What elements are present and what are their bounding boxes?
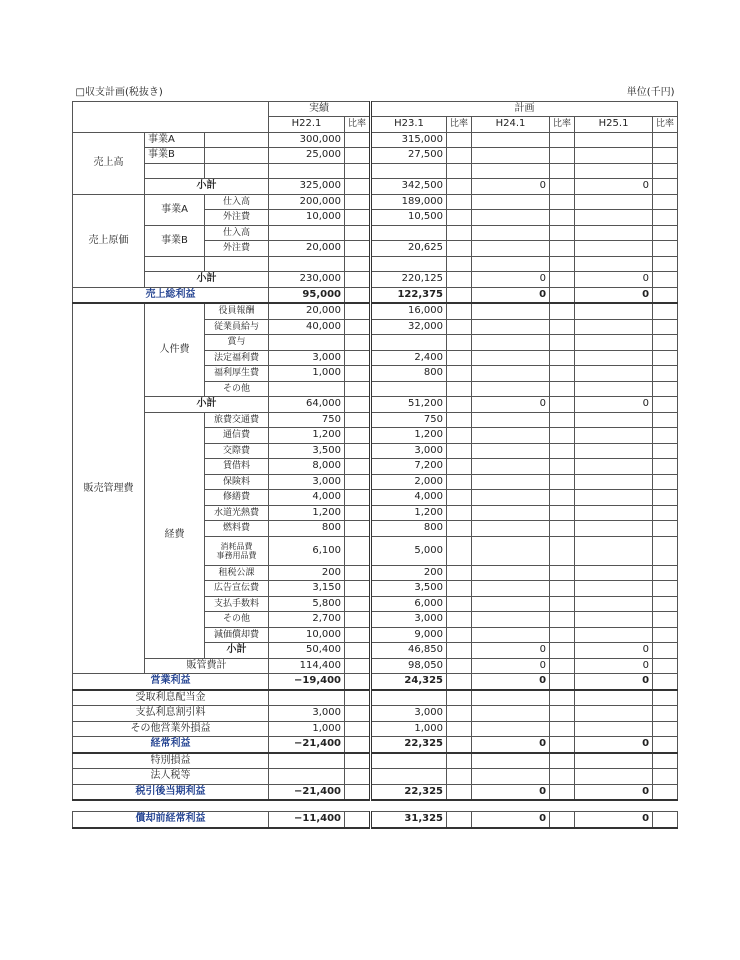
row-label: 仕入高 xyxy=(205,225,269,241)
cell-value: 0 xyxy=(575,643,653,659)
cell-value: 114,400 xyxy=(269,658,345,674)
cell-value: −21,400 xyxy=(269,784,345,800)
cell-value: 22,325 xyxy=(371,737,447,753)
cell-value: 0 xyxy=(575,674,653,690)
subtotal-label: 小計 xyxy=(145,397,269,413)
row-label: 役員報酬 xyxy=(205,303,269,319)
cell-value: −11,400 xyxy=(269,812,345,828)
cell-value: 0 xyxy=(472,784,550,800)
cell-value: 0 xyxy=(575,397,653,413)
row-label: 保険料 xyxy=(205,474,269,490)
row-label: 旅費交通費 xyxy=(205,412,269,428)
cell-value: −21,400 xyxy=(269,737,345,753)
cell-value: 3,500 xyxy=(269,443,345,459)
cell-value: 4,000 xyxy=(371,490,447,506)
cell-value: 0 xyxy=(575,287,653,303)
cell-value: 51,200 xyxy=(371,397,447,413)
cell-value: 3,000 xyxy=(371,706,447,722)
cell-value: −19,400 xyxy=(269,674,345,690)
year-header: H22.1 xyxy=(269,117,345,133)
row-label: 租税公課 xyxy=(205,565,269,581)
net-profit-label: 税引後当期利益 xyxy=(73,784,269,800)
row-label: 事業A xyxy=(145,132,205,148)
row-label: 福利厚生費 xyxy=(205,366,269,382)
cell-value: 315,000 xyxy=(371,132,447,148)
row-label: 法定福利費 xyxy=(205,350,269,366)
cell-value: 50,400 xyxy=(269,643,345,659)
cell-value: 800 xyxy=(269,521,345,537)
subtotal-label: 小計 xyxy=(145,179,269,195)
row-label: 燃料費 xyxy=(205,521,269,537)
ordinary-profit-label: 経常利益 xyxy=(73,737,269,753)
expenses-label: 経費 xyxy=(145,412,205,658)
cell-value: 750 xyxy=(269,412,345,428)
cell-value: 0 xyxy=(575,737,653,753)
cell-value: 0 xyxy=(575,784,653,800)
year-header: H25.1 xyxy=(575,117,653,133)
cell-value: 20,000 xyxy=(269,241,345,257)
cell-value: 10,000 xyxy=(269,627,345,643)
row-label: 外注費 xyxy=(205,241,269,257)
cell-value: 5,000 xyxy=(371,536,447,565)
sales-section-label: 売上高 xyxy=(73,132,145,194)
cell-value: 1,200 xyxy=(269,428,345,444)
cell-value: 0 xyxy=(472,812,550,828)
cell-value: 6,000 xyxy=(371,596,447,612)
ratio-header: 比率 xyxy=(550,117,575,133)
cell-value: 3,000 xyxy=(371,612,447,628)
row-label: 従業員給与 xyxy=(205,319,269,335)
cell-value: 6,100 xyxy=(269,536,345,565)
cell-value: 25,000 xyxy=(269,148,345,164)
row-label: 法人税等 xyxy=(73,769,269,785)
row-label: 通信費 xyxy=(205,428,269,444)
gross-profit-label: 売上総利益 xyxy=(73,287,269,303)
row-label: その他営業外損益 xyxy=(73,721,269,737)
row-label: 支払手数料 xyxy=(205,596,269,612)
cell-value: 0 xyxy=(472,179,550,195)
cell-value xyxy=(371,335,447,351)
cell-value: 0 xyxy=(472,287,550,303)
cell-value: 342,500 xyxy=(371,179,447,195)
row-label: その他 xyxy=(205,381,269,397)
cell-value: 98,050 xyxy=(371,658,447,674)
cell-value: 0 xyxy=(575,272,653,288)
cell-value: 200,000 xyxy=(269,194,345,210)
ratio-header: 比率 xyxy=(345,117,371,133)
cogs-section-label: 売上原価 xyxy=(73,194,145,287)
row-label: 広告宣伝費 xyxy=(205,581,269,597)
cell-value xyxy=(269,381,345,397)
cell-value: 1,000 xyxy=(269,366,345,382)
cell-value: 200 xyxy=(371,565,447,581)
cell-value: 0 xyxy=(472,737,550,753)
row-label: 交際費 xyxy=(205,443,269,459)
row-label: 減価償却費 xyxy=(205,627,269,643)
cell-value: 0 xyxy=(472,658,550,674)
cell-value: 2,700 xyxy=(269,612,345,628)
row-label: 事業B xyxy=(145,148,205,164)
unit-label: 単位(千円) xyxy=(626,87,675,99)
cell-value: 3,000 xyxy=(269,350,345,366)
personnel-label: 人件費 xyxy=(145,303,205,397)
cell-value: 27,500 xyxy=(371,148,447,164)
cell-value: 22,325 xyxy=(371,784,447,800)
sga-section-label: 販売管理費 xyxy=(73,303,145,674)
cell-value: 2,000 xyxy=(371,474,447,490)
cell-value: 122,375 xyxy=(371,287,447,303)
cell-value: 1,000 xyxy=(371,721,447,737)
cell-value: 0 xyxy=(472,272,550,288)
cell-value: 1,200 xyxy=(371,505,447,521)
row-label: 水道光熱費 xyxy=(205,505,269,521)
cell-value: 1,200 xyxy=(371,428,447,444)
income-plan-table xyxy=(72,86,678,829)
cell-value: 4,000 xyxy=(269,490,345,506)
cell-value xyxy=(371,381,447,397)
cell-value: 3,150 xyxy=(269,581,345,597)
cell-value: 800 xyxy=(371,521,447,537)
row-label: 賃借料 xyxy=(205,459,269,475)
row-label: 受取利息配当金 xyxy=(73,690,269,706)
subtotal-label: 小計 xyxy=(205,643,269,659)
year-header: H23.1 xyxy=(371,117,447,133)
cell-value: 1,000 xyxy=(269,721,345,737)
row-label: 事業B xyxy=(145,225,205,256)
row-label: その他 xyxy=(205,612,269,628)
actual-header: 実績 xyxy=(269,101,371,117)
row-label: 外注費 xyxy=(205,210,269,226)
cell-value: 3,000 xyxy=(269,706,345,722)
cell-value: 16,000 xyxy=(371,303,447,319)
cell-value: 3,000 xyxy=(269,474,345,490)
cell-value: 7,200 xyxy=(371,459,447,475)
cell-value: 10,000 xyxy=(269,210,345,226)
cell-value: 31,325 xyxy=(371,812,447,828)
pre-depreciation-profit-label: 償却前経常利益 xyxy=(73,812,269,828)
row-label: 修繕費 xyxy=(205,490,269,506)
cell-value xyxy=(269,690,345,706)
cell-value: 40,000 xyxy=(269,319,345,335)
year-header: H24.1 xyxy=(472,117,550,133)
cell-value: 46,850 xyxy=(371,643,447,659)
cell-value: 0 xyxy=(472,674,550,690)
cell-value: 95,000 xyxy=(269,287,345,303)
cell-value: 230,000 xyxy=(269,272,345,288)
cell-value: 2,400 xyxy=(371,350,447,366)
cell-value: 800 xyxy=(371,366,447,382)
cell-value: 9,000 xyxy=(371,627,447,643)
cell-value: 189,000 xyxy=(371,194,447,210)
cell-value: 20,000 xyxy=(269,303,345,319)
cell-value: 0 xyxy=(472,643,550,659)
plan-header: 計画 xyxy=(371,101,678,117)
sga-total-label: 販管費計 xyxy=(145,658,269,674)
cell-value: 220,125 xyxy=(371,272,447,288)
cell-value xyxy=(269,335,345,351)
row-label: 特別損益 xyxy=(73,753,269,769)
cell-value: 200 xyxy=(269,565,345,581)
cell-value: 325,000 xyxy=(269,179,345,195)
cell-value: 8,000 xyxy=(269,459,345,475)
cell-value: 300,000 xyxy=(269,132,345,148)
row-label: 仕入高 xyxy=(205,194,269,210)
row-label: 消耗品費 xyxy=(220,541,253,551)
cell-value: 3,000 xyxy=(371,443,447,459)
cell-value: 5,800 xyxy=(269,596,345,612)
operating-profit-label: 営業利益 xyxy=(73,674,269,690)
cell-value: 24,325 xyxy=(371,674,447,690)
row-label: 支払利息割引料 xyxy=(73,706,269,722)
cell-value: 0 xyxy=(575,658,653,674)
cell-value xyxy=(371,690,447,706)
income-plan-sheet xyxy=(72,86,678,829)
cell-value: 0 xyxy=(575,812,653,828)
row-label: 事業A xyxy=(145,194,205,225)
cell-value: 20,625 xyxy=(371,241,447,257)
cell-value: 0 xyxy=(472,397,550,413)
cell-value: 32,000 xyxy=(371,319,447,335)
subtotal-label: 小計 xyxy=(145,272,269,288)
cell-value: 0 xyxy=(575,179,653,195)
sheet-title: □収支計画(税抜き) xyxy=(75,87,163,99)
ratio-header: 比率 xyxy=(653,117,678,133)
cell-value: 64,000 xyxy=(269,397,345,413)
cell-value: 1,200 xyxy=(269,505,345,521)
cell-value: 10,500 xyxy=(371,210,447,226)
cell-value: 750 xyxy=(371,412,447,428)
row-label: 賞与 xyxy=(205,335,269,351)
cell-value: 3,500 xyxy=(371,581,447,597)
row-label: 事務用品費 xyxy=(216,550,257,560)
ratio-header: 比率 xyxy=(447,117,472,133)
